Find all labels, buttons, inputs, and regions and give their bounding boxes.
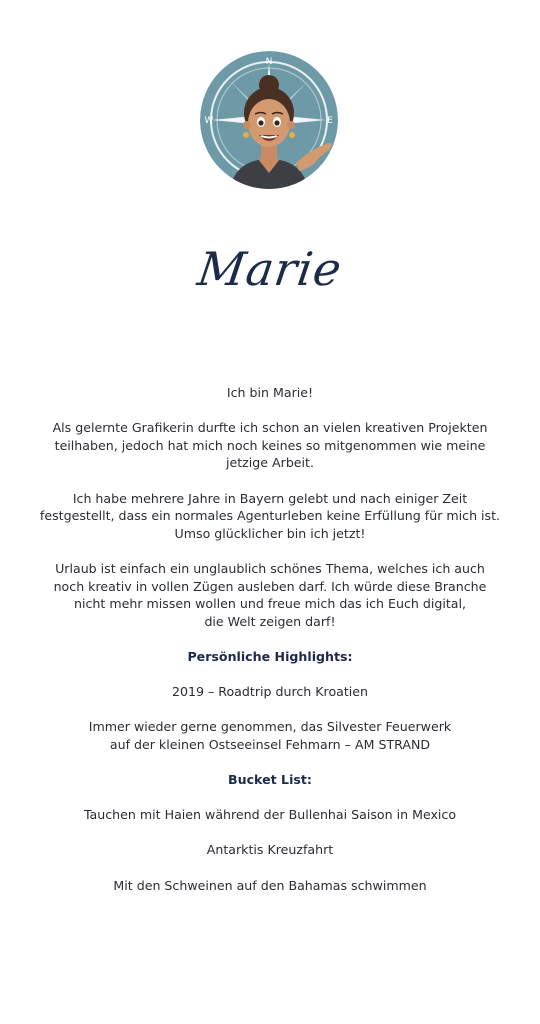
bio-paragraph-line: Urlaub ist einfach ein unglaublich schönes Thema, welches ich auch [55,560,485,576]
bio-intro: Ich bin Marie! [226,385,314,400]
bucket-list-item: Antarktis Kreuzfahrt [206,842,334,858]
compass-letter-n: N [265,57,273,67]
bio-paragraph-line: die Welt zeigen darf! [204,613,336,629]
bucket-list-item: Tauchen mit Haien während der Bullenhai Saison in Mexico [83,807,457,823]
bio-paragraph-line: festgestellt, dass ein normales Agenturleben keine Erfüllung für mich ist. [39,508,501,524]
bucket-list-item: Mit den Schweinen auf den Bahamas schwimmen [113,877,427,893]
profile-avatar [200,51,338,189]
highlights-heading: Persönliche Highlights: [187,648,353,664]
highlight-item-line: Immer wieder gerne genommen, das Silvester Feuerwerk [88,719,452,735]
bio-paragraph-line: Ich habe mehrere Jahre in Bayern gelebt und nach einiger Zeit [72,490,468,506]
highlight-item: 2019 – Roadtrip durch Kroatien [171,684,369,700]
bio-paragraph-line: jetzige Arbeit. [225,455,314,471]
bio-paragraph-line: noch kreativ in vollen Zügen ausleben darf. Ich würde diese Branche [53,578,487,594]
bio-paragraph-line: Als gelernte Grafikerin durfte ich schon an vielen kreativen Projekten [52,420,488,436]
bio-paragraph-line: teilhaben, jedoch hat mich noch keines so mitgenommen wie meine [54,437,486,453]
highlight-item-line: auf der kleinen Ostseeinsel Fehmarn – AM STRAND [109,736,431,752]
bucket-list-heading: Bucket List: [228,772,312,788]
compass-letter-w: W [204,116,214,126]
compass-letter-e: E [327,116,333,126]
profile-name-title: Marie [194,242,346,296]
bio-paragraph-line: nicht mehr missen wollen und freue mich das ich Euch digital, [74,596,466,612]
bio-paragraph-line: Umso glücklicher bin ich jetzt! [174,525,366,541]
bio-section [20,384,520,894]
compass-memoji-avatar-icon [200,51,338,189]
